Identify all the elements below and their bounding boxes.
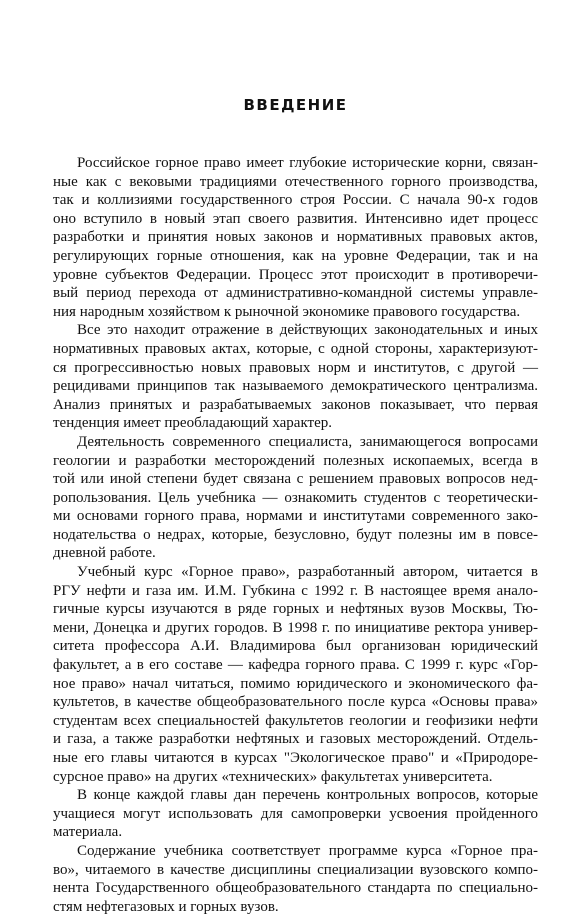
- text-line: культетов, в качестве общеобразовательного после курса «Основы права»: [53, 694, 538, 711]
- text-line: так и коллизиями государственного строя России. С начала 90-х годов: [53, 192, 538, 209]
- text-line: ное право» начал читаться, помимо юридического и экономического фа-: [53, 675, 538, 692]
- text-line: мени, Донецка и других городов. В 1998 г. по инициативе ректора универ-: [53, 619, 538, 636]
- paragraph: [53, 786, 538, 842]
- text-line: и газа, а также разработки нефтяных и газовых месторождений. Отдель-: [53, 731, 538, 748]
- text-line: ные его главы читаются в курсах "Экологическое право" и «Природоре-: [53, 750, 538, 766]
- text-line: РГУ нефти и газа им. И.М. Губкина с 1992 г. В настоящее время анало-: [53, 582, 538, 599]
- text-line: геологии и разработки месторождений полезных ископаемых, всегда в: [53, 452, 538, 469]
- text-line: ные как с вековыми традициями отечественного горного производства,: [53, 173, 538, 190]
- text-line: ропользования. Цель учебника — ознакомить студентов с теоретически-: [53, 489, 538, 506]
- text-line: гичные курсы изучаются в ряде горных и нефтяных вузов Москвы, Тю-: [53, 601, 538, 618]
- text-line: сурсное право» на других «технических» факультетах университета.: [53, 768, 493, 785]
- text-line: нодательства о недрах, которые, безусловно, будут полезны им в повсе-: [53, 526, 538, 543]
- text-line: во», читаемого в качестве дисциплины специализации вузовского компо-: [53, 861, 538, 878]
- text-line: рецидивами принципов так называемого демократического централизма.: [53, 378, 538, 395]
- text-line: факультет, а в его составе — кафедра горного права. С 1999 г. курс «Гор-: [53, 657, 538, 674]
- text-line: Анализ принятых и разрабатываемых законов показывает, что первая: [53, 396, 538, 413]
- text-line: уровне субъектов Федерации. Процесс этот происходит в противоречи-: [53, 266, 538, 283]
- paragraph: [53, 842, 538, 916]
- text-line: регулирующих горные отношения, как на уровне Федерации, так и на: [53, 247, 538, 264]
- body-text: [53, 154, 538, 916]
- text-line: нормативных правовых актах, которые, с одной стороны, характеризуют-: [53, 340, 538, 357]
- text-line: Все это находит отражение в действующих законодательных и иных: [77, 322, 538, 339]
- text-line: студентам всех специальностей факультетов геологии и геофизики нефти: [53, 712, 538, 729]
- text-line: оно вступило в новый этап своего развития. Интенсивно идет процесс: [53, 210, 538, 227]
- text-line: разработки и принятия новых законов и нормативных правовых актов,: [53, 229, 538, 246]
- text-line: нента Государственного общеобразовательного стандарта по специально-: [53, 880, 538, 897]
- text-line: Деятельность современного специалиста, занимающегося вопросами: [77, 433, 538, 450]
- text-line: учащиеся могут использовать для самопроверки усвоения пройденного: [53, 805, 538, 822]
- text-line: стям нефтегазовых и горных вузов.: [53, 898, 279, 915]
- text-line: Учебный курс «Горное право», разработанный автором, читается в: [77, 564, 538, 581]
- text-line: ситета профессора А.И. Владимирова был организован юридический: [53, 638, 538, 655]
- text-line: ния народным хозяйством к рыночной экономике правового государства.: [53, 303, 521, 320]
- text-line: тенденция имеет преобладающий характер.: [53, 415, 333, 432]
- paragraph: [53, 563, 538, 786]
- text-line: дневной работе.: [53, 545, 156, 562]
- text-line: Содержание учебника соответствует программе курса «Горное пра-: [77, 842, 538, 859]
- text-line: Российское горное право имеет глубокие исторические корни, связан-: [77, 155, 538, 171]
- text-line: ся прогрессивностью новых правовых норм и институтов, с другой —: [53, 359, 538, 376]
- text-line: ми основами горного права, нормами и институтами современного зако-: [53, 508, 538, 525]
- text-line: материала.: [53, 824, 123, 841]
- text-line: той или иной степени будет связана с решением правовых вопросов нед-: [53, 471, 538, 488]
- page-title: ВВЕДЕНИЕ: [243, 96, 348, 114]
- paragraph: [53, 154, 538, 321]
- paragraph: [53, 321, 538, 433]
- text-line: вый период перехода от административно-командной системы управле-: [53, 285, 538, 302]
- paragraph: [53, 433, 538, 563]
- text-line: В конце каждой главы дан перечень контрольных вопросов, которые: [77, 787, 538, 804]
